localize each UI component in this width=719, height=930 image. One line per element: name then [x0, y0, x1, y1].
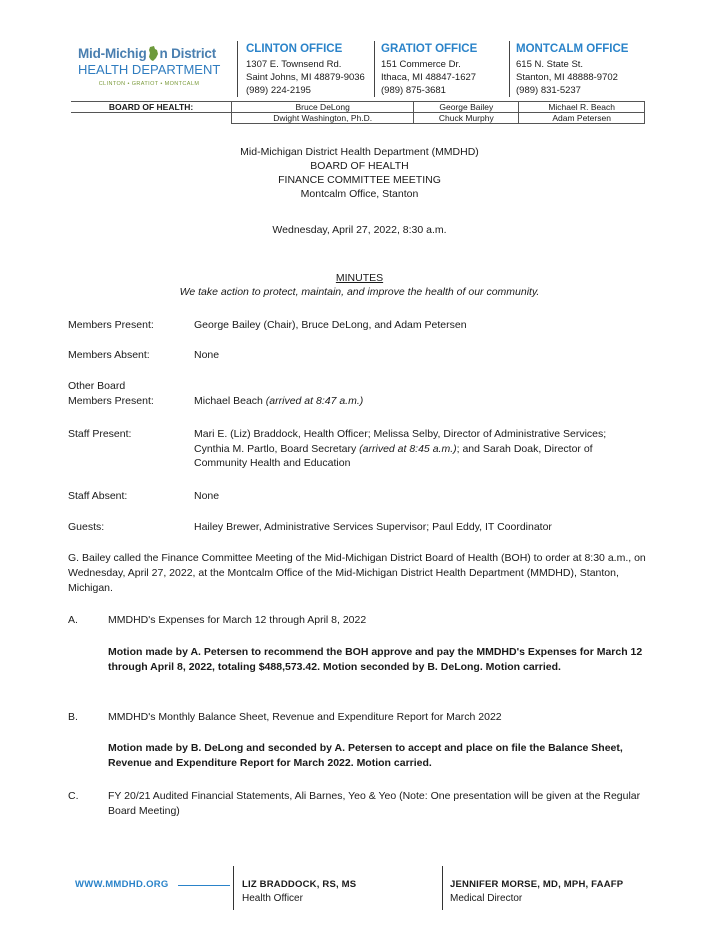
other-member-name: Michael Beach: [194, 395, 266, 407]
board-member: Chuck Murphy: [414, 113, 519, 124]
other-members-label: [68, 379, 154, 408]
document-heading: [0, 145, 719, 201]
office-phone: (989) 224-2195: [246, 85, 311, 96]
website-link[interactable]: WWW.MMDHD.ORG: [75, 879, 169, 890]
board-blank-cell: [71, 113, 232, 124]
header-divider: [237, 41, 238, 97]
other-member-note: (arrived at 8:47 a.m.): [265, 395, 364, 407]
clinton-office: [246, 43, 376, 97]
members-present-value: George Bailey (Chair), Bruce DeLong, and Adam Petersen: [194, 319, 467, 331]
mission-statement: We take action to protect, maintain, and improve the health of our community.: [179, 286, 540, 298]
medical-director-name: JENNIFER MORSE, MD, MPH, FAAFP: [450, 879, 624, 890]
item-letter: B.: [68, 711, 78, 723]
gratiot-office: [381, 43, 511, 97]
staff-present-text-a: Mari E. (Liz) Braddock, Health Officer; Melissa Selby, Director of Administrative Services; Cynthia M. Partlo, Board Secretary: [194, 428, 607, 455]
office-address: 615 N. State St.: [516, 59, 584, 70]
logo-title: [78, 46, 228, 61]
board-member: Michael R. Beach: [519, 102, 645, 113]
footer-divider: [442, 866, 443, 910]
health-officer-title: Health Officer: [242, 893, 303, 904]
footer-rule: [178, 885, 230, 886]
health-officer-block: [242, 879, 356, 904]
item-title: MMDHD's Expenses for March 12 through April 8, 2022: [108, 614, 367, 626]
other-members-label-1: Other Board: [68, 380, 126, 392]
heading-line: Mid-Michigan District Health Department (MMDHD): [240, 146, 479, 158]
table-row: [71, 102, 645, 113]
staff-present-value: [194, 427, 634, 471]
staff-present-text-b: ; and Sarah Doak, Director of Community Health and Education: [194, 442, 593, 469]
staff-absent-label: Staff Absent:: [68, 490, 128, 502]
header-divider: [374, 41, 375, 97]
intro-paragraph: G. Bailey called the Finance Committee Meeting of the Mid-Michigan District Board of Health (BOH) to order at 8:30 a.m., on Wednesday, April 27, 2022, at the Montcalm Office of the Mid-Michigan District Health Department (MMDHD), Stanton, Michigan.: [68, 552, 646, 594]
health-officer-name: LIZ BRADDOCK, RS, MS: [242, 879, 357, 890]
footer-divider: [233, 866, 234, 910]
meeting-date: Wednesday, April 27, 2022, 8:30 a.m.: [272, 224, 447, 236]
other-members-value: [194, 394, 634, 409]
header-divider: [509, 41, 510, 97]
members-absent-label: Members Absent:: [68, 349, 150, 361]
office-name: MONTCALM OFFICE: [516, 43, 629, 55]
office-phone: (989) 831-5237: [516, 85, 581, 96]
staff-present-label: Staff Present:: [68, 428, 132, 440]
table-row: [71, 113, 645, 124]
minutes-title: [0, 271, 719, 285]
office-address: 151 Commerce Dr.: [381, 59, 461, 70]
motion-text: Motion made by A. Petersen to recommend the BOH approve and pay the MMDHD's Expenses for March 12 through April 8, 2022, totaling $488,573.42. Motion seconded by B. DeLong. Motion carried.: [108, 646, 643, 673]
staff-absent-value: None: [194, 490, 220, 502]
michigan-map-icon: [148, 46, 159, 61]
minutes-label: MINUTES: [335, 272, 384, 284]
board-of-health-table: [71, 101, 645, 124]
item-letter: C.: [68, 790, 79, 802]
logo-subtitle: HEALTH DEPARTMENT: [78, 62, 221, 77]
board-member: Bruce DeLong: [232, 102, 414, 113]
office-phone: (989) 875-3681: [381, 85, 446, 96]
board-label: BOARD OF HEALTH:: [71, 102, 232, 113]
members-present-label: Members Present:: [68, 319, 154, 331]
board-member: Dwight Washington, Ph.D.: [232, 113, 414, 124]
logo-counties: CLINTON • GRATIOT • MONTCALM: [98, 81, 200, 87]
item-title: FY 20/21 Audited Financial Statements, Ali Barnes, Yeo & Yeo (Note: One presentation will be given at the Regular Board Meeting): [108, 790, 641, 817]
board-member: Adam Petersen: [519, 113, 645, 124]
office-city: Ithaca, MI 48847-1627: [381, 72, 477, 83]
office-name: CLINTON OFFICE: [246, 43, 343, 55]
heading-line: BOARD OF HEALTH: [310, 160, 409, 172]
guests-label: Guests:: [68, 521, 105, 533]
members-absent-value: None: [194, 349, 220, 361]
motion-text: Motion made by B. DeLong and seconded by A. Petersen to accept and place on file the Balance Sheet, Revenue and Expenditure Report for March 2022. Motion carried.: [108, 742, 623, 769]
montcalm-office: [516, 43, 646, 97]
staff-present-note: (arrived at 8:45 a.m.): [359, 442, 457, 455]
item-letter: A.: [68, 614, 78, 626]
logo-text-a: Mid-Michig: [78, 46, 147, 61]
office-name: GRATIOT OFFICE: [381, 43, 478, 55]
heading-line: Montcalm Office, Stanton: [300, 188, 419, 200]
mmdhd-logo: [78, 46, 228, 87]
board-member: George Bailey: [414, 102, 519, 113]
guests-value: Hailey Brewer, Administrative Services Supervisor; Paul Eddy, IT Coordinator: [194, 521, 552, 533]
office-city: Saint Johns, MI 48879-9036: [246, 72, 365, 83]
office-address: 1307 E. Townsend Rd.: [246, 59, 342, 70]
office-city: Stanton, MI 48888-9702: [516, 72, 618, 83]
logo-text-b: n District: [159, 46, 217, 61]
medical-director-title: Medical Director: [450, 893, 523, 904]
heading-line: FINANCE COMMITTEE MEETING: [278, 174, 441, 186]
medical-director-block: [450, 879, 623, 904]
item-title: MMDHD's Monthly Balance Sheet, Revenue and Expenditure Report for March 2022: [108, 711, 502, 723]
other-members-label-2: Members Present:: [68, 394, 154, 407]
